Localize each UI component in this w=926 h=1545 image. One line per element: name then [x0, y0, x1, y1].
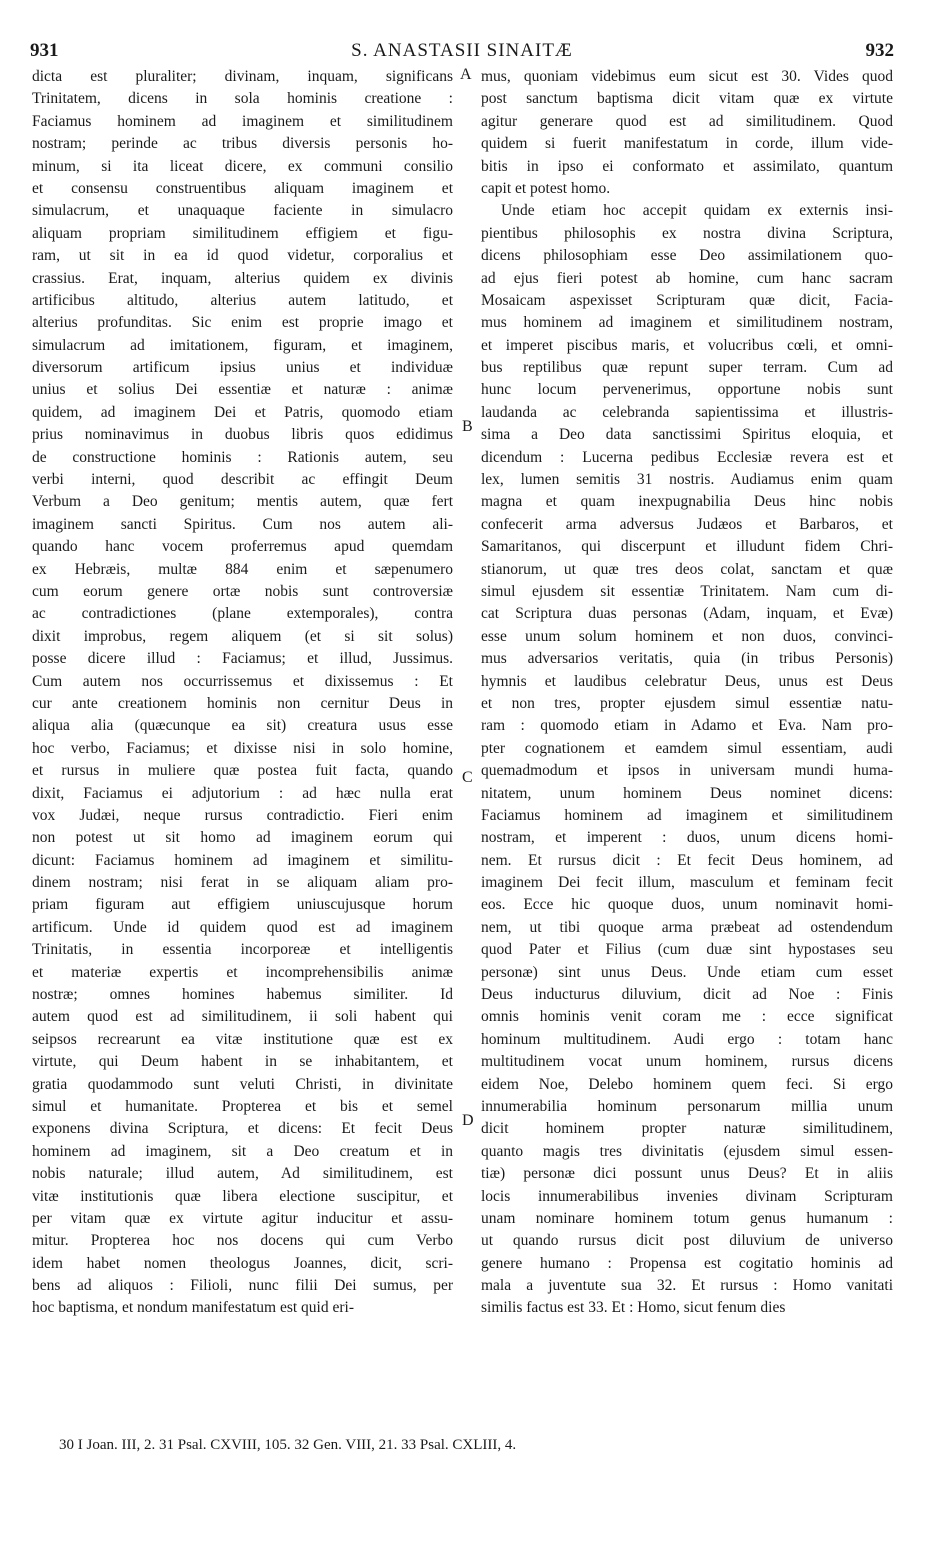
- text-line: Trinitatis, in essentia incorporeæ et intelligentis: [32, 941, 453, 959]
- text-line: cum eorum genere ortæ nobis sunt controversiæ: [32, 582, 453, 600]
- text-line: hoc verbo, Faciamus; et dixisse nisi in solo homine,: [32, 739, 453, 757]
- text-line: mus hominem ad imaginem et similitudinem nostram,: [481, 314, 893, 332]
- text-line: idem habet nomen theologus Joannes, dicit, scri-: [32, 1254, 453, 1272]
- text-line: autem quod est ad similitudinem, ii soli habent qui: [32, 1008, 453, 1026]
- page-number-right: 932: [865, 40, 894, 61]
- text-line: simulacrum ad imitationem, figuram, et imaginem,: [32, 336, 453, 354]
- text-line: nem. Et rursus dicit : Et fecit Deus hominem, ad: [481, 851, 893, 869]
- text-line: eos. Ecce hic quoque duos, unum nominavit homi-: [481, 896, 893, 914]
- text-line: mala a juventute sua 32. Et rursus : Homo vanitati: [481, 1277, 893, 1295]
- text-line: unam nominare hominem totum genus humanum :: [481, 1209, 893, 1227]
- text-line: vox Judæi, neque rursus contradictio. Fieri enim: [32, 806, 453, 824]
- text-line: Mosaicam aspexisset Scripturam quæ dicit, Facia-: [481, 291, 893, 309]
- text-line: dicta est pluraliter; divinam, inquam, significans: [32, 68, 453, 85]
- text-line: stianorum, ut quæ tres deos colat, sanctam et quæ: [481, 560, 893, 578]
- page-header: [30, 40, 894, 64]
- text-line: artificum. Unde id quidem quod est ad imaginem: [32, 918, 453, 936]
- text-line: quando hanc vocem proferremus apud quemdam: [32, 538, 453, 556]
- text-line: et materiæ expertis et incomprehensibilis animæ: [32, 963, 453, 981]
- text-line: alterius profunditas. Sic enim est proprie imago et: [32, 314, 453, 332]
- text-line: ram, ut sit in ea id quod videtur, corporalius et: [32, 247, 453, 265]
- text-line: hunc locum pervenerimus, opportune nobis sunt: [481, 381, 893, 399]
- text-line: lex, lumen semitis 31 nostris. Audiamus enim quam: [481, 471, 893, 489]
- text-line: dixit, Faciamus ei adjutorium : ad hæc nulla erat: [32, 784, 453, 802]
- text-line: similis factus est 33. Et : Homo, sicut fenum dies: [481, 1299, 786, 1317]
- text-line: magna et quam inexpugnabilia Deus hinc nobis: [481, 493, 893, 511]
- text-line: genere humano : Propensa est cogitatio hominis ad: [481, 1254, 893, 1272]
- text-line: dixit improbus, regem aliquem (et si sit solus): [32, 627, 453, 645]
- text-line: dinem nostram; nisi ferat in se aliquam aliam pro-: [32, 874, 453, 892]
- text-line: pter cognationem et eamdem simul essentiam, audi: [481, 739, 893, 757]
- text-line: cur ante creationem hominis non cernitur Deus in: [32, 694, 453, 712]
- text-line: Unde etiam hoc accepit quidam ex externis insi-: [501, 202, 893, 220]
- running-title: S. ANASTASII SINAITÆ: [351, 40, 573, 61]
- text-line: ad ejus fieri potest ab homine, cum hanc sacram: [481, 269, 893, 287]
- text-line: gratia quodammodo sunt veluti Christi, in divinitate: [32, 1075, 453, 1093]
- text-line: et non tres, propter ejusdem simul essentiæ natu-: [481, 694, 893, 712]
- text-line: et consensu construentibus aliquam imaginem et: [32, 179, 453, 197]
- text-line: locis innumerabilibus invenies divinam Scripturam: [481, 1187, 893, 1205]
- text-line: aliquam propriam similitudinem effigiem et figu-: [32, 224, 453, 242]
- text-line: priam figuram aut effigiem uniuscujusque horum: [32, 896, 453, 914]
- text-line: hominem ad imaginem, sit a Deo creatum et in: [32, 1142, 453, 1160]
- left-column: [32, 66, 453, 1320]
- text-line: esse unum solum hominem et non duos, convinci-: [481, 627, 893, 645]
- text-line: ac contradictiones (plane extemporales), contra: [32, 605, 453, 623]
- text-line: prius nominavimus in duobus libris quos edidimus: [32, 426, 453, 444]
- text-line: bitis in ipso ei conformato et assimilato, quantum: [481, 157, 893, 175]
- text-line: Cum autem nos occurrissemus et dixissemus : Et: [32, 672, 453, 690]
- text-line: ut quando rursus dicit post diluvium de universo: [481, 1232, 893, 1250]
- text-line: exponens divina Scriptura, et dicens: Et fecit Deus: [32, 1120, 453, 1138]
- right-column: [481, 66, 893, 1320]
- text-line: imaginem Dei fecit illum, masculum et feminam fecit: [481, 874, 893, 892]
- text-line: quod Pater et Filius (cum duæ sint hypostases seu: [481, 941, 893, 959]
- text-line: nem, ut tibi quoque arma præbeat ad ostendendum: [481, 918, 893, 936]
- text-line: nostram; perinde ac tribus diversis personis ho-: [32, 135, 453, 153]
- text-line: ex Hebræis, multæ 884 enim et sæpenumero: [32, 560, 453, 578]
- text-line: vitæ institutionis quæ libera electione suscipitur, et: [32, 1187, 453, 1205]
- text-line: Verbum a Deo genitum; mentis autem, quæ fert: [32, 493, 453, 511]
- text-line: sima a Deo data sanctissimi Spiritus eloquia, et: [481, 426, 893, 444]
- text-line: mus adversarios veritatis, quia (in tribus Personis): [481, 650, 893, 668]
- text-line: Samaritanos, qui discerpunt et illudunt fidem Chri-: [481, 538, 893, 556]
- text-line: per vitam quæ ex virtute agitur inducitur et assu-: [32, 1209, 453, 1227]
- text-line: dicunt: Faciamus hominem ad imaginem et similitu-: [32, 851, 453, 869]
- text-line: laudanda ac celebranda sapientissima et illustris-: [481, 403, 893, 421]
- text-line: cat Scriptura duas personas (Adam, inquam, et Evæ): [481, 605, 893, 623]
- text-line: quemadmodum et ipsos in universam mundi huma-: [481, 762, 893, 780]
- text-line: dicens philosophiam esse Deo assimilationem quo-: [481, 247, 893, 265]
- text-line: dicendum : Lucerna pedibus Ecclesiæ revera est et: [481, 448, 893, 466]
- text-line: aliqua alia (quæcunque ea sit) creatura usus esse: [32, 717, 453, 735]
- text-line: tiæ) personæ dici possunt unus Deus? Et in aliis: [481, 1165, 893, 1183]
- margin-marker-c: C: [462, 769, 473, 786]
- text-line: Faciamus hominem ad imaginem et similitudinem: [481, 806, 893, 824]
- margin-marker-b: B: [462, 418, 473, 435]
- footnotes: 30 I Joan. III, 2. 31 Psal. CXVIII, 105. 32 Gen. VIII, 21. 33 Psal. CXLIII, 4.: [59, 1437, 517, 1453]
- text-line: bus reptilibus quæ repunt super terram. Cum ad: [481, 359, 893, 377]
- text-line: omnis hominis venit coram me : ecce significat: [481, 1008, 893, 1026]
- text-line: de constructione hominis : Rationis autem, seu: [32, 448, 453, 466]
- text-line: multitudinem vocat unum hominem, rursus dicens: [481, 1053, 893, 1071]
- text-line: hymnis et laudibus celebratur Deus, unus est Deus: [481, 672, 893, 690]
- text-line: pientibus philosophis ex nostra divina Scriptura,: [481, 224, 893, 242]
- text-line: hominum multitudinem. Audi ergo : totam hanc: [481, 1030, 893, 1048]
- text-line: nostræ; omnes homines habemus similiter. Id: [32, 986, 453, 1004]
- text-line: minum, si ita liceat dicere, ex communi consilio: [32, 157, 453, 175]
- text-line: quidem si fuerit manifestatum in corde, illum vide-: [481, 135, 893, 153]
- text-line: post sanctum baptisma dicit vitam quæ ex virtute: [481, 90, 893, 108]
- text-line: bens ad aliquos : Filioli, nunc filii Dei sumus, per: [32, 1277, 453, 1295]
- text-line: et rursus in muliere quæ postea fuit facta, quando: [32, 762, 453, 780]
- text-line: unius et solius Dei essentiæ et naturæ : animæ: [32, 381, 453, 399]
- text-line: Trinitatem, dicens in sola hominis creatione :: [32, 90, 453, 108]
- text-line: imaginem sancti Spiritus. Cum nos autem ali-: [32, 515, 453, 533]
- text-line: Faciamus hominem ad imaginem et similitudinem: [32, 112, 453, 130]
- text-line: eidem Noe, Delebo hominem quem feci. Si ergo: [481, 1075, 893, 1093]
- text-line: non potest ut sit homo ad imaginem eorum qui: [32, 829, 453, 847]
- text-line: mus, quoniam videbimus eum sicut est 30. Vides quod: [481, 68, 893, 85]
- text-line: agitur generare quod est ad similitudinem. Quod: [481, 112, 893, 130]
- text-line: ram : quomodo etiam in Adamo et Eva. Nam pro-: [481, 717, 893, 735]
- text-line: crassius. Erat, inquam, alterius quidem ex divinis: [32, 269, 453, 287]
- text-line: et imperet piscibus maris, et volucribus cœli, et omni-: [481, 336, 893, 354]
- text-line: capit et potest homo.: [481, 179, 611, 197]
- text-line: nostram, et imperent : duos, unum dicens homi-: [481, 829, 893, 847]
- text-line: verbi interni, quod describit ac effingit Deum: [32, 471, 453, 489]
- text-line: seipsos recrearunt ea vitæ institutione quæ est ex: [32, 1030, 453, 1048]
- text-line: mitur. Propterea hoc nos docens qui cum Verbo: [32, 1232, 453, 1250]
- text-line: diversorum artificum ipsius unius et individuæ: [32, 359, 453, 377]
- text-line: simulacrum, et unaquaque faciente in simulacro: [32, 202, 453, 220]
- text-line: simul et humanitate. Propterea et bis et semel: [32, 1097, 453, 1115]
- text-line: personæ) sint unus Deus. Unde etiam cum esset: [481, 963, 893, 981]
- text-line: artificibus altitudo, alterius autem latitudo, et: [32, 291, 453, 309]
- text-line: Deus inducturus diluvium, dicit ad Noe : Finis: [481, 986, 893, 1004]
- text-line: confecerit arma adversus Judæos et Barbaros, et: [481, 515, 893, 533]
- text-line: virtute, qui Deum habent in se inhabitantem, et: [32, 1053, 453, 1071]
- text-line: nobis naturale; illud autem, Ad similitudinem, est: [32, 1165, 453, 1183]
- text-line: quanto magis tres divinitatis (ejusdem simul essen-: [481, 1142, 893, 1160]
- text-line: hoc baptisma, et nondum manifestatum est quid eri-: [32, 1299, 354, 1317]
- text-line: dicit hominem propter naturæ similitudinem,: [481, 1120, 893, 1138]
- text-line: quidem, ad imaginem Dei et Patris, quomodo etiam: [32, 403, 453, 421]
- margin-marker-d: D: [462, 1112, 474, 1129]
- page-number-left: 931: [30, 40, 59, 61]
- text-line: innumerabilia hominum personarum millia unum: [481, 1097, 893, 1115]
- text-line: posse dicere illud : Faciamus; et illud, Jussimus.: [32, 650, 453, 668]
- text-line: nitatem, unum hominem Deus nominet dicens:: [481, 784, 893, 802]
- margin-marker-a: A: [460, 66, 472, 83]
- text-line: simul ejusdem sit essentiæ Trinitatem. Nam cum di-: [481, 582, 893, 600]
